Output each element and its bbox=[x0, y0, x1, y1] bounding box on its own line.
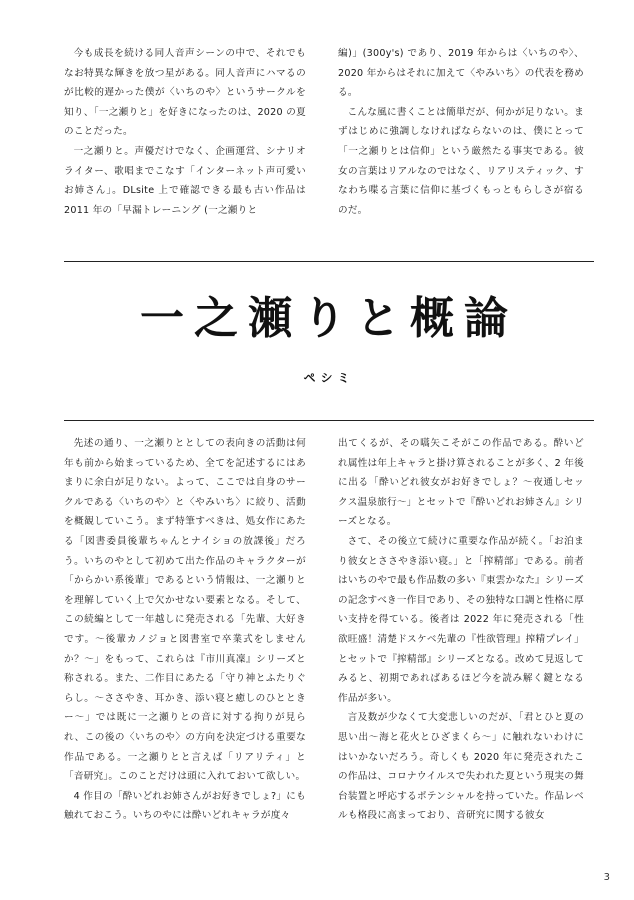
intro-column-right bbox=[338, 44, 584, 220]
page-number: 3 bbox=[603, 872, 610, 883]
top-divider bbox=[64, 261, 594, 262]
body-paragraph: 先述の通り、一之瀬りととしての表向きの活動は何年も前から始まっているため、全てを記述するにはあまりに余白が足りない。よって、ここでは自身のサークルである〈いちのや〉と〈やみいち〉に絞り、活動を概観していこう。まず特筆すべきは、処女作にあたる「図書委員後輩ちゃんとナイショの放課後」だろう。いちのやとして初めて出た作品のキャラクターが「からかい系後輩」であるという情報は、一之瀬りとを理解していく上で欠かせない要素となる。そして、この続編として一年越しに発売される「先輩、大好きです。〜後輩カノジョと図書室で卒業式をしませんか？〜」をもって、これらは『市川真凜』シリーズと称される。また、二作目にあたる「守り神とふたりぐらし。〜ささやき、耳かき、添い寝と癒しのひとときー〜」では既に一之瀬りとの音に対する拘りが見られ、この後の〈いちのや〉の方向を決定づける重要な作品である。一之瀬りとと言えば「リアリティ」と「音研究」。このことだけは頭に入れておいて欲しい。 bbox=[64, 438, 306, 783]
article-title: 一之瀬りと概論 bbox=[140, 293, 518, 344]
body-paragraph: 出てくるが、その嚆矢こそがこの作品である。酔いどれ属性は年上キャラと掛け算されることが多く、2 年後に出る「酔いどれ彼女がお好きでしょ？〜夜通しセックス温泉旅行〜」とセットで『酔いどれお姉さん』シリーズとなる。 bbox=[338, 438, 584, 528]
body-paragraph: 4 作目の「酔いどれお姉さんがお好きでしょ?」にも触れておこう。いちのやには酔いどれキャラが度々 bbox=[64, 790, 306, 822]
intro-paragraph: 編)」(300y's) であり、2019 年からは〈いちのや〉、2020 年からはそれに加えて〈やみいち〉の代表を務める。 bbox=[338, 48, 584, 99]
body-column-right bbox=[338, 434, 584, 826]
intro-column-left bbox=[64, 44, 306, 220]
intro-paragraph: 一之瀬りと。声優だけでなく、企画運営、シナリオライター、歌唱までこなす「インターネット声可愛いお姉さん」。DLsite 上で確認できる最も古い作品は 2011 年の「早漏トレーニング (一之瀬りと bbox=[64, 145, 306, 216]
body-paragraph: 言及数が少なくて大変悲しいのだが、「君とひと夏の思い出〜海と花火とひざまくら〜」に触れないわけにはいかないだろう。奇しくも 2020 年に発売されたこの作品は、コロナウイルスで失われた夏という現実の舞台装置と呼応するポテンシャルを持っていた。作品レベルも格段に高まっており、音研究に関する彼女 bbox=[338, 712, 584, 822]
body-paragraph: さて、その後立て続けに重要な作品が続く。「お泊まり彼女とささやき添い寝。」と「搾精部」である。前者はいちのやで最も作品数の多い『東雲かなた』シリーズの記念すべき一作目であり、その独特な口調と性格に厚い支持を得ている。後者は 2022 年に発売される「性欲旺盛！清楚ドスケベ先輩の『性欲管理』搾精プレイ」とセットで『搾精部』シリーズとなる。改めて見返してみると、初期であればあるほど今を読み解く鍵となる作品が多い。 bbox=[338, 535, 584, 704]
intro-paragraph: 今も成長を続ける同人音声シーンの中で、それでもなお特異な輝きを放つ星がある。同人音声にハマるのが比較的遅かった僕が〈いちのや〉というサークルを知り、「一之瀬りと」を好きになったのは、2020 の夏のことだった。 bbox=[64, 48, 306, 138]
intro-paragraph: こんな風に書くことは簡単だが、何かが足りない。まずはじめに強調しなければならないのは、僕にとって「一之瀬りとは信仰」という厳然たる事実である。彼女の言葉はリアルなのではなく、リアリスティック、すなわち喋る言葉に信仰に基づくもっともらしさが宿るのだ。 bbox=[338, 106, 584, 216]
bottom-divider bbox=[64, 420, 594, 421]
body-column-left bbox=[64, 434, 306, 826]
article-author: ペシミ bbox=[303, 371, 355, 385]
